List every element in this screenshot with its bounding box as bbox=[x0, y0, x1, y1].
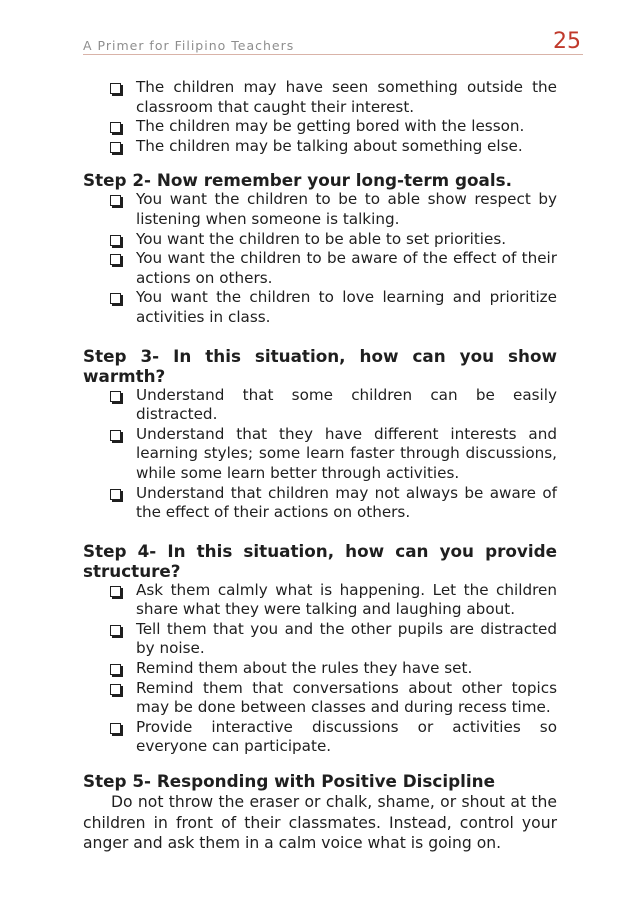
step-3-bullet-list bbox=[108, 386, 557, 523]
checkbox-bullet-icon bbox=[110, 142, 121, 153]
checkbox-bullet-icon bbox=[110, 235, 121, 246]
checkbox-bullet-icon bbox=[110, 684, 121, 695]
step-5-heading: Step 5- Responding with Positive Discipline bbox=[83, 771, 495, 792]
bullet-item: You want the children to be aware of the effect of their actions on others. bbox=[108, 249, 557, 288]
checkbox-bullet-icon bbox=[110, 293, 121, 304]
checkbox-bullet-icon bbox=[110, 254, 121, 265]
checkbox-bullet-icon bbox=[110, 586, 121, 597]
bullet-item: Understand that they have different interests and learning styles; some learn faster through discussions, while some learn better through activities. bbox=[108, 425, 557, 484]
page-content bbox=[83, 78, 557, 854]
step-4-heading: Step 4- In this situation, how can you provide structure? bbox=[83, 540, 557, 581]
bullet-item: Tell them that you and the other pupils are distracted by noise. bbox=[108, 620, 557, 659]
bullet-item: Remind them that conversations about other topics may be done between classes and during recess time. bbox=[108, 679, 557, 718]
bullet-item: Understand that some children can be easily distracted. bbox=[108, 386, 557, 425]
intro-bullet-list bbox=[108, 78, 557, 156]
checkbox-bullet-icon bbox=[110, 122, 121, 133]
bullet-item: Understand that children may not always be aware of the effect of their actions on others. bbox=[108, 484, 557, 523]
step-2-bullet-list bbox=[108, 190, 557, 327]
checkbox-bullet-icon bbox=[110, 83, 121, 94]
checkbox-bullet-icon bbox=[110, 625, 121, 636]
bullet-item: The children may have seen something outside the classroom that caught their interest. bbox=[108, 78, 557, 117]
checkbox-bullet-icon bbox=[110, 489, 121, 500]
step-2-heading: Step 2- Now remember your long-term goals. bbox=[83, 170, 512, 191]
bullet-item: The children may be getting bored with the lesson. bbox=[108, 117, 557, 137]
bullet-item: You want the children to be to able show respect by listening when someone is talking. bbox=[108, 190, 557, 229]
checkbox-bullet-icon bbox=[110, 195, 121, 206]
step-3-heading: Step 3- In this situation, how can you show warmth? bbox=[83, 345, 557, 386]
bullet-item: The children may be talking about something else. bbox=[108, 137, 557, 157]
step-5-paragraph: Do not throw the eraser or chalk, shame, or shout at the children in front of their classmates. Instead, control your anger and ask them in a calm voice what is going on. bbox=[83, 793, 557, 853]
page-number: 25 bbox=[553, 29, 581, 54]
bullet-item: You want the children to love learning and prioritize activities in class. bbox=[108, 288, 557, 327]
checkbox-bullet-icon bbox=[110, 664, 121, 675]
bullet-item: Remind them about the rules they have set. bbox=[108, 659, 557, 679]
checkbox-bullet-icon bbox=[110, 430, 121, 441]
running-title: A Primer for Filipino Teachers bbox=[83, 38, 295, 53]
page-header bbox=[83, 28, 583, 55]
bullet-item: Provide interactive discussions or activities so everyone can participate. bbox=[108, 718, 557, 757]
checkbox-bullet-icon bbox=[110, 391, 121, 402]
bullet-item: Ask them calmly what is happening. Let the children share what they were talking and laughing about. bbox=[108, 581, 557, 620]
checkbox-bullet-icon bbox=[110, 723, 121, 734]
bullet-item: You want the children to be able to set priorities. bbox=[108, 230, 557, 250]
step-4-bullet-list bbox=[108, 581, 557, 757]
